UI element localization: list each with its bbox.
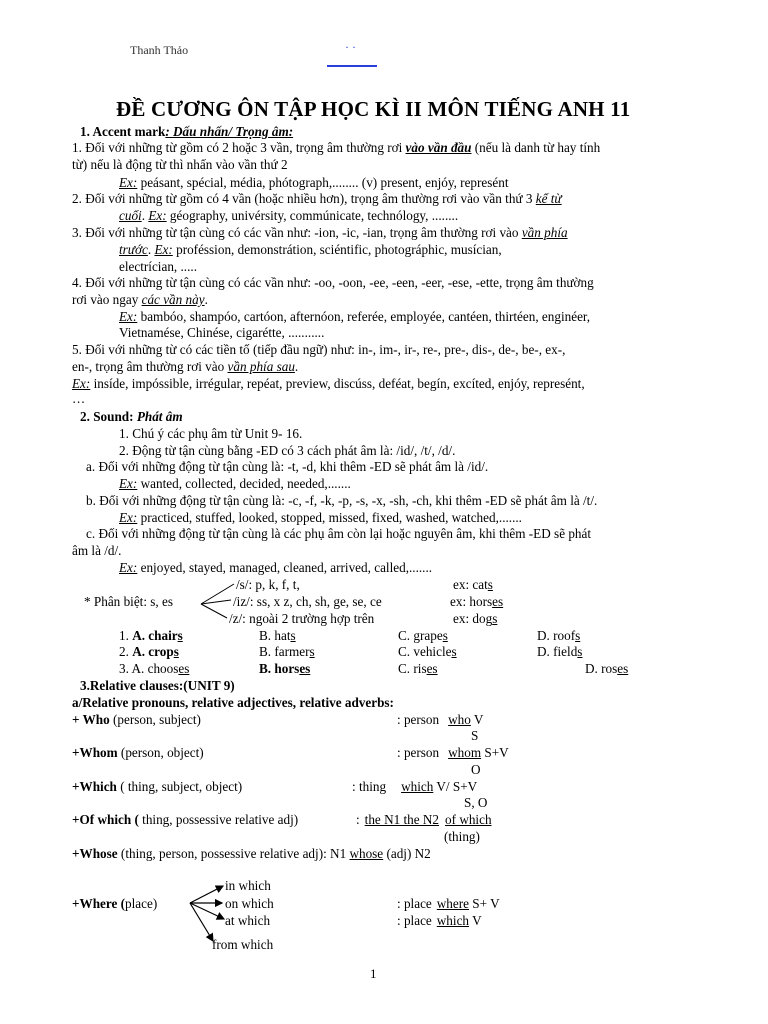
text: 3. Đối với những từ tận cùng có các vần như: -ion, -ic, -ian, trọng âm thường rơi vào [72,225,522,240]
emphasis: cuối [119,208,142,223]
ex-label: Ex: [148,208,167,223]
rel-where-pattern1 [397,895,500,912]
text: (adj) N2 [383,846,431,861]
text: 2. Đối với những từ gồm có 4 vần (hoặc nhiều hơn), trọng âm thường rơi vào vần thứ 3 [72,191,536,206]
pronoun: of which [445,812,492,827]
option-d: D. field [537,644,578,659]
where-alt-in-which: in which [225,878,271,893]
rel-who-role: S [471,728,479,743]
option-a: A. crop [132,644,174,659]
rel-which-role: S, O [464,795,488,810]
s1-rule4-line1: 4. Đối với những từ tận cùng có các vần như: -oo, -oon, -ee, -een, -eer, -ese, -ette, trọng âm thường [72,275,594,290]
text: géography, univérsity, commúnicate, technólogy, ........ [166,208,459,223]
emphasis: trước [119,242,148,257]
desc: place) [125,896,158,911]
pronoun: where [436,896,469,911]
ending: es [617,661,629,676]
text: 3. [119,661,132,676]
page-number: 1 [370,966,377,981]
ending: s [442,628,448,643]
option-d: D. roof [537,628,576,643]
rel-where-pattern2 [397,912,482,929]
header-cut-text: Thanh Thảo [130,43,189,57]
s1-heading-text: 1. Accent mark [80,124,166,139]
ending: s [577,644,583,659]
ending: es [426,661,438,676]
nouns: the N1 the N2 [364,812,440,827]
term: +Of which ( [72,812,139,827]
text: S+ V [469,896,500,911]
ending: s [177,628,183,643]
ending: s [575,628,581,643]
rel-of-which-role: (thing) [444,829,480,844]
text: ex: cat [453,577,488,592]
text: Phát âm [136,409,183,424]
text: . [294,359,299,374]
pronoun: which [436,913,470,928]
desc: (thing, person, possessive relative adj): N1 [117,846,350,861]
s1-ellipsis: … [72,391,86,406]
ending: s [451,644,457,659]
option-b: B. hat [259,628,291,643]
phonics-s-rule: /s/: p, k, f, t, [236,577,300,592]
text: V/ S+V [433,779,478,794]
s1-example4-line2: Vietnamése, Chinése, cigarétte, ........... [119,325,325,340]
text: 2. [119,644,133,659]
text: 1. Đối với những từ gồm có 2 hoặc 3 vần, trọng âm thường rơi [72,140,406,155]
option-a: A. chair [132,628,178,643]
option-b: B. farmer [259,644,310,659]
ending: s [487,577,493,592]
text: en-, trọng âm thường rơi vào [72,359,228,374]
text: insíde, impóssible, irrégular, repéat, preview, discúss, deféat, begín, excíted, enjóy, represént, [90,376,585,391]
term: + Who [72,712,110,727]
page-title: ĐỀ CƯƠNG ÔN TẬP HỌC KÌ II MÔN TIẾNG ANH 11 [116,97,631,121]
ex-label: Ex: [72,376,91,391]
emphasis: kể từ [535,191,562,206]
pronoun: which [401,779,434,794]
option-d: D. ros [585,661,618,676]
phonics-iz-rule: /iz/: ss, x z, ch, sh, ge, se, ce [233,594,382,609]
pronoun: whom [448,745,482,760]
text: enjoyed, stayed, managed, cleaned, arrived, called,....... [137,560,433,575]
text: proféssion, demonstrátion, sciéntific, photográphic, musícian, [172,242,502,257]
ending: s [290,628,296,643]
ex-label: Ex: [119,476,138,491]
s2-rule-c-line2: âm là /d/. [72,543,122,558]
s2-rule-c-line1: c. Đối với những động từ tận cùng là các phụ âm còn lại hoặc nguyên âm, khi thêm -ED sẽ phát [86,526,592,541]
s2-note1: 1. Chú ý các phụ âm từ Unit 9- 16. [119,426,303,441]
text: . [204,292,208,307]
phonics-z-rule: /z/: ngoài 2 trường hợp trên [229,611,375,626]
rel-whom-role: O [471,762,481,777]
desc: ( thing, subject, object) [116,779,243,794]
text: : person [397,745,440,760]
text: bambóo, shampóo, cartóon, afternóon, referée, employée, cantéen, thirtéen, enginéer, [137,309,591,324]
text: . [141,208,149,223]
text: (nếu là danh từ hay tính [471,140,601,155]
text: : [356,812,360,827]
option-b: B. hors [259,661,300,676]
where-alt-on-which: on which [225,896,274,911]
s2-rule-b: b. Đối với những động từ tận cùng là: -c, -f, -k, -p, -s, -x, -sh, -ch, khi thêm -ED sẽ phát âm là /t/. [86,493,598,508]
text: rơi vào ngay [72,292,142,307]
s3-subheading: a/Relative pronouns, relative adjectives, relative adverbs: [72,695,394,710]
ending: es [492,594,504,609]
text: V [469,913,482,928]
s2-note2: 2. Động từ tận cùng bằng -ED có 3 cách phát âm là: /id/, /t/, /d/. [119,443,456,458]
desc: (person, subject) [109,712,201,727]
emphasis: vần phía sau [227,359,295,374]
ex-label: Ex: [119,560,138,575]
ending: es [299,661,311,676]
pronoun: who [448,712,471,727]
ending: s [492,611,498,626]
text: . [147,242,155,257]
option-a: A. choos [131,661,179,676]
option-c: C. vehicle [398,644,452,659]
option-c: C. ris [398,661,427,676]
pronoun: whose [349,846,384,861]
ending: s [309,644,315,659]
ending: es [178,661,190,676]
where-alt-at-which: at which [225,913,271,928]
text: : person [397,712,440,727]
ex-label: Ex: [119,175,138,190]
term: +Which [72,779,117,794]
text: ex: hors [450,594,493,609]
text: S+V [481,745,509,760]
ex-label: Ex: [154,242,173,257]
desc: (person, object) [117,745,204,760]
s2-rule-a: a. Đối với những động từ tận cùng là: -t, -d, khi thêm -ED sẽ phát âm là /id/. [86,459,489,474]
ending: s [173,644,179,659]
term: +Whom [72,745,118,760]
term: +Whose [72,846,118,861]
emphasis: vần phía [521,225,568,240]
s1-heading-sub: : Dấu nhấn/ Trọng âm: [165,124,294,139]
phonics-label: * Phân biệt: s, es [84,594,174,609]
ex-label: Ex: [119,510,138,525]
option-c: C. grape [398,628,443,643]
s1-rule3-line3: electrícian, ..... [119,259,197,274]
text: ex: dog [453,611,493,626]
text: practiced, stuffed, looked, stopped, missed, fixed, washed, watched,....... [137,510,522,525]
term: +Where ( [72,896,126,911]
text: : place [397,913,432,928]
header-link-dots: · · [345,40,356,54]
text: 1. [119,628,133,643]
ex-label: Ex: [119,309,138,324]
text: : thing [352,779,387,794]
emphasis: vào vần đầu [405,140,472,155]
s1-rule1-line2: từ) nếu là động từ thì nhấn vào vần thứ 2 [72,157,288,172]
s1-rule5-line1: 5. Đối với những từ có các tiền tố (tiếp đầu ngữ) như: in-, im-, ir-, re-, pre-, dis-, de-, be-, ex-, [72,342,566,357]
text: : place [397,896,432,911]
text: 2. Sound: [80,409,137,424]
text: peásant, spécial, média, phótograph,........ (v) present, enjóy, represént [137,175,509,190]
emphasis: các vần này [141,292,205,307]
text: V [470,712,484,727]
s3-heading: 3.Relative clauses:(UNIT 9) [80,678,235,693]
text: wanted, collected, decided, needed,....... [137,476,351,491]
where-alt-from-which: from which [212,937,274,952]
desc: thing, possessive relative adj) [138,812,299,827]
